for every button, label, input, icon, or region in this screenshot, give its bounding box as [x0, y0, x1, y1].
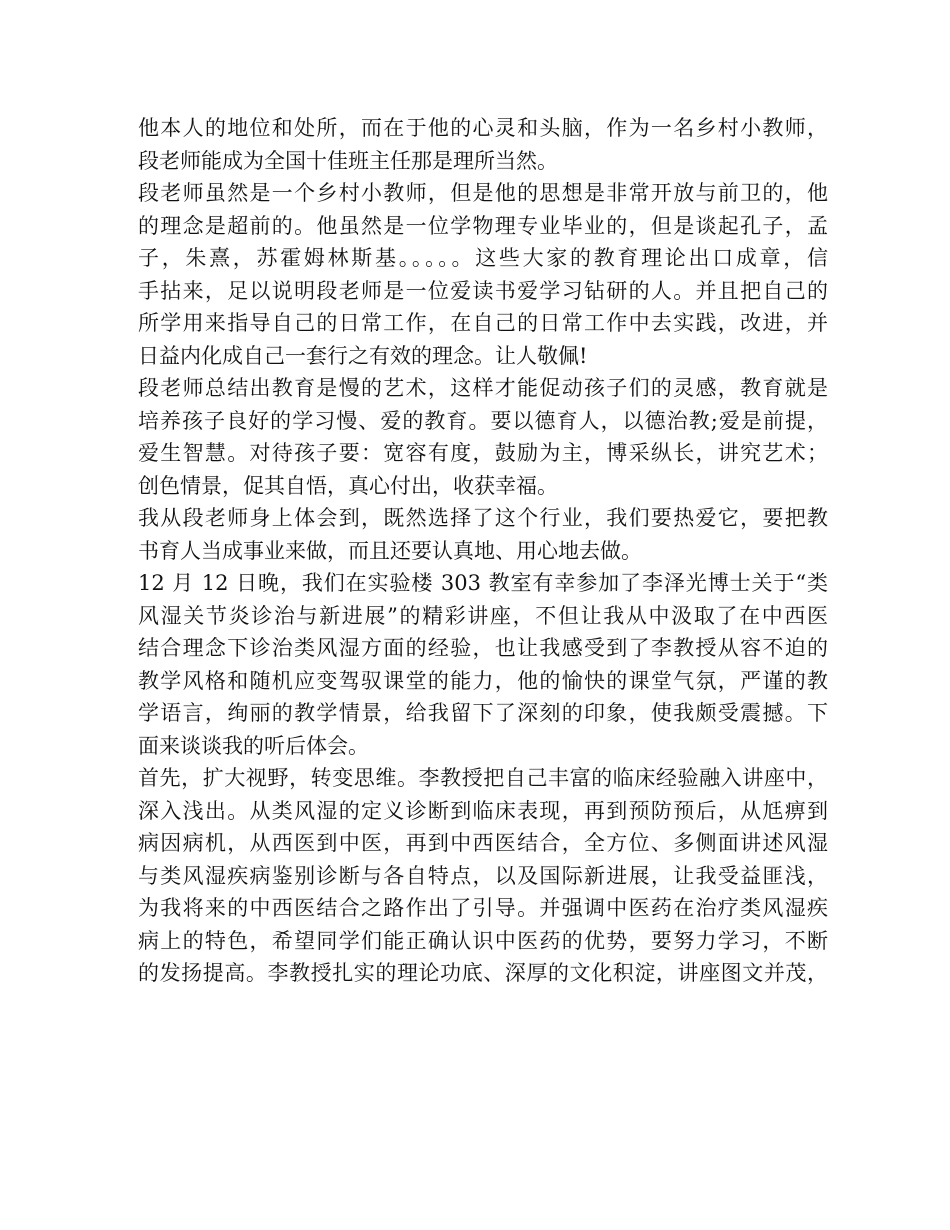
text-line: 风湿关节炎诊治与新进展”的精彩讲座，不但让我从中汲取了在中西医 — [138, 603, 828, 628]
text-line: 12 月 12 日晚，我们在实验楼 303 教室有幸参加了李泽光博士关于“类 — [138, 571, 828, 595]
text-line: 病因病机，从西医到中医，再到中西医结合，全方位、多侧面讲述风湿 — [138, 831, 828, 855]
text-line: 为我将来的中西医结合之路作出了引导。并强调中医药在治疗类风湿疾 — [138, 896, 828, 920]
text-line: 我从段老师身上体会到，既然选择了这个行业，我们要热爱它，要把教 — [138, 506, 828, 530]
text-line: 书育人当成事业来做，而且还要认真地、用心地去做。 — [138, 538, 642, 563]
text-line: 深入浅出。从类风湿的定义诊断到临床表现，再到预防预后，从尪痹到 — [138, 798, 828, 823]
text-line: 教学风格和随机应变驾驭课堂的能力，他的愉快的课堂气氛，严谨的教 — [138, 668, 828, 693]
text-line: 日益内化成自己一套行之有效的理念。让人敬佩! — [138, 343, 588, 368]
text-line: 爱生智慧。对待孩子要：宽容有度，鼓励为主，博采纵长，讲究艺术； — [138, 441, 828, 465]
text-line: 段老师虽然是一个乡村小教师，但是他的思想是非常开放与前卫的，他 — [138, 181, 828, 205]
text-line: 病上的特色，希望同学们能正确认识中医药的优势，要努力学习，不断 — [138, 928, 828, 953]
text-line: 与类风湿疾病鉴别诊断与各自特点，以及国际新进展，让我受益匪浅， — [138, 863, 828, 888]
text-line: 面来谈谈我的听后体会。 — [138, 733, 369, 758]
text-line: 学语言，绚丽的教学情景，给我留下了深刻的印象，使我颇受震撼。下 — [138, 701, 828, 725]
text-line: 的发扬提高。李教授扎实的理论功底、深厚的文化积淀，讲座图文并茂， — [138, 961, 828, 985]
document-body — [138, 112, 828, 990]
text-line: 段老师总结出教育是慢的艺术，这样才能促动孩子们的灵感，教育就是 — [138, 376, 828, 400]
text-line: 他本人的地位和处所，而在于他的心灵和头脑，作为一名乡村小教师， — [138, 116, 828, 140]
text-line: 结合理念下诊治类风湿方面的经验，也让我感受到了李教授从容不迫的 — [138, 636, 828, 660]
text-line: 的理念是超前的。他虽然是一位学物理专业毕业的，但是谈起孔子，孟 — [138, 213, 828, 238]
text-line: 创色情景，促其自悟，真心付出，收获幸福。 — [138, 473, 558, 498]
text-line: 培养孩子良好的学习慢、爱的教育。要以德育人，以德治教;爱是前提， — [138, 408, 828, 433]
text-line: 首先，扩大视野，转变思维。李教授把自己丰富的临床经验融入讲座中， — [138, 766, 828, 790]
text-line: 段老师能成为全国十佳班主任那是理所当然。 — [138, 148, 558, 173]
text-line: 子，朱熹，苏霍姆林斯基。。。。。这些大家的教育理论出口成章，信 — [138, 246, 828, 270]
text-line: 所学用来指导自己的日常工作，在自己的日常工作中去实践，改进，并 — [138, 311, 828, 335]
text-line: 手拈来，足以说明段老师是一位爱读书爱学习钻研的人。并且把自己的 — [138, 278, 828, 303]
